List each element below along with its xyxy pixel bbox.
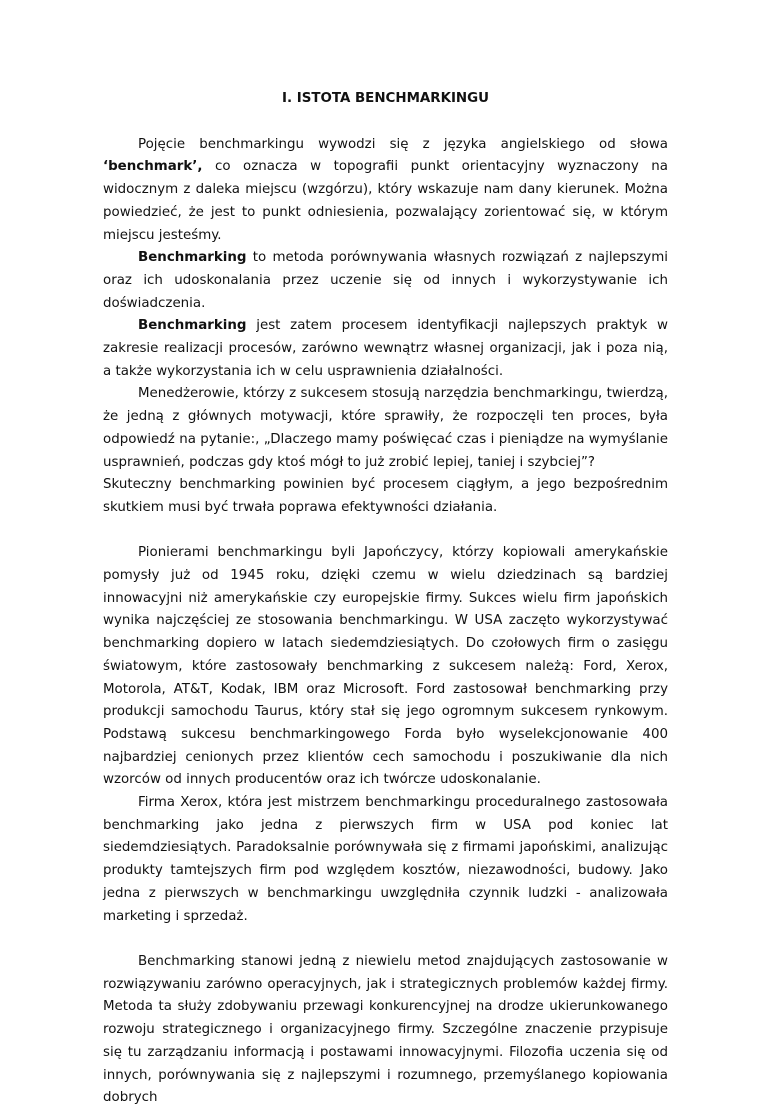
section-title: I. ISTOTA BENCHMARKINGU bbox=[281, 91, 490, 106]
paragraph-method bbox=[103, 247, 668, 315]
text-run: co oznacza w topografii punkt orientacyjny wyznaczony na widocznym z daleka miejscu (wzgórzu), który wskazuje nam dany kierunek. Można powiedzieć, że jest to punkt odniesienia, pozwalający zorientować się, w którym miejscu jesteśmy. bbox=[103, 159, 668, 243]
paragraph-effective: Skuteczny benchmarking powinien być procesem ciągłym, a jego bezpośrednim skutkiem musi być trwała poprawa efektywności działania. bbox=[103, 477, 668, 515]
paragraph-strategy: Benchmarking stanowi jedną z niewielu metod znajdujących zastosowanie w rozwiązywaniu zarówno operacyjnych, jak i strategicznych problemów każdej firmy. Metoda ta służy zdobywaniu przewagi konkurencyjnej na drodze ukierunkowanego rozwoju strategicznego i organizacyjnego firmy. Szczególne znaczenie przypisuje się tu zarządzaniu informacją i postawami innowacyjnymi. Filozofia uczenia się od innych, porównywania się z najlepszymi i rozumnego, przemyślanego kopiowania dobrych bbox=[103, 953, 668, 1106]
bold-term: ‘benchmark’, bbox=[103, 159, 203, 175]
paragraph-definition bbox=[103, 134, 668, 248]
paragraph-process bbox=[103, 315, 668, 383]
paragraph-gap bbox=[103, 520, 668, 543]
paragraph-xerox: Firma Xerox, która jest mistrzem benchmarkingu proceduralnego zastosowała benchmarking jako jedna z pierwszych firm w USA pod koniec lat siedemdziesiątych. Paradoksalnie porównywała się z firmami japońskimi, analizując produkty tamtejszych firm pod względem kosztów, niezawodności, budowy. Jako jedna z pierwszych w benchmarkingu uwzględniła czynnik ludzki - analizowała marketing i sprzedaż. bbox=[103, 795, 668, 924]
paragraph-managers: Menedżerowie, którzy z sukcesem stosują narzędzia benchmarkingu, twierdzą, że jedną z głównych motywacji, które sprawiły, że rozpoczęli ten proces, była odpowiedź na pytanie:, „Dlaczego mamy poświęcać czas i pieniądze na wymyślanie usprawnień, podczas gdy ktoś mógł to już zrobić lepiej, taniej i szybciej”? bbox=[103, 386, 668, 470]
document-page bbox=[103, 88, 668, 1110]
text-run: to metoda porównywania własnych rozwiązań z najlepszymi oraz ich udoskonalania przez uczenie się od innych i wykorzystywanie ich doświadczenia. bbox=[103, 250, 668, 311]
paragraph-gap bbox=[103, 928, 668, 951]
paragraph-pioneers: Pionierami benchmarkingu byli Japończycy, którzy kopiowali amerykańskie pomysły już od 1945 roku, dzięki czemu w wielu dziedzinach są bardziej innowacyjni niż amerykańskie czy europejskie firmy. Sukces wielu firm japońskich wynika najczęściej ze stosowania benchmarkingu. W USA zaczęto wykorzystywać benchmarking dopiero w latach siedemdziesiątych. Do czołowych firm o zasięgu światowym, które zastosowały benchmarking z sukcesem należą: Ford, Xerox, Motorola, AT&T, Kodak, IBM oraz Microsoft. Ford zastosował benchmarking przy produkcji samochodu Taurus, który stał się jego ogromnym sukcesem rynkowym. Podstawą sukcesu benchmarkingowego Forda było wyselekcjonowanie 400 najbardziej cenionych przez klientów cech samochodu i poszukiwanie dla nich wzorców od innych producentów oraz ich twórcze udoskonalanie. bbox=[103, 545, 668, 788]
bold-term: Benchmarking bbox=[138, 250, 247, 266]
text-run: jest zatem procesem identyfikacji najlepszych praktyk w zakresie realizacji procesów, zarówno wewnątrz własnej organizacji, jak i poza nią, a także wykorzystania ich w celu usprawnienia działalności. bbox=[103, 318, 668, 379]
bold-term: Benchmarking bbox=[138, 318, 247, 334]
text-run: Pojęcie benchmarkingu wywodzi się z języka angielskiego od słowa bbox=[138, 136, 668, 152]
